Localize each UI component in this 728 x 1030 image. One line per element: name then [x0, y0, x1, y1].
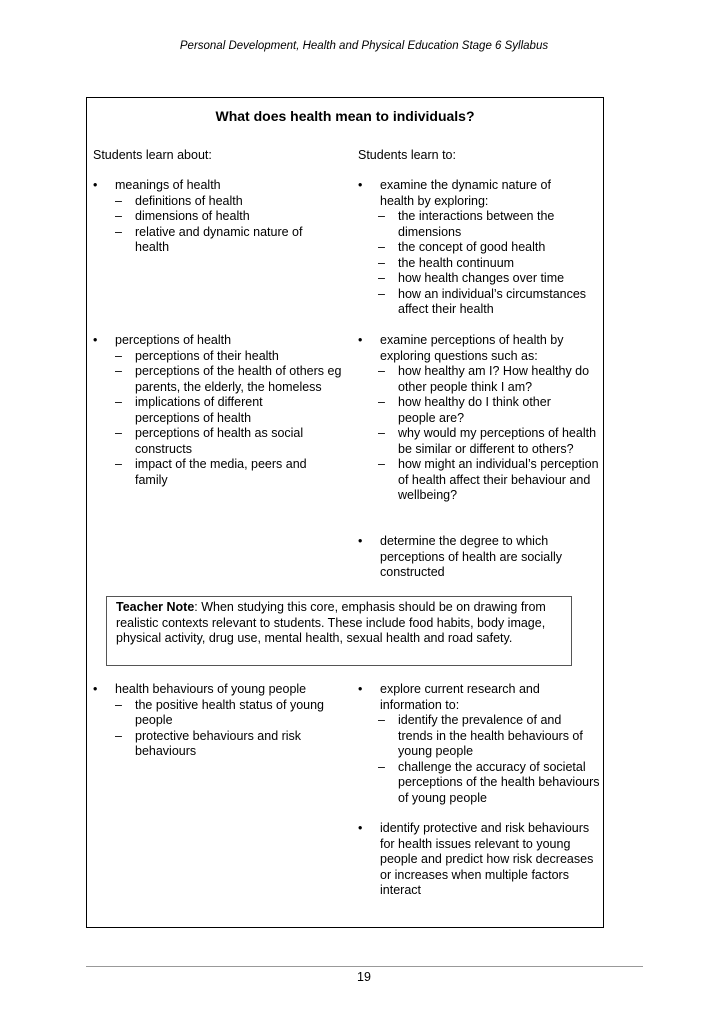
bullet-text: health behaviours of young people [115, 682, 307, 696]
sub-text: why would my perceptions of health be similar or different to others? [398, 426, 597, 456]
bullet-item [93, 682, 348, 698]
sub-item [115, 395, 285, 426]
bullet-item [358, 333, 585, 364]
bullet-item [358, 821, 604, 899]
sub-text: how an individual’s circumstances affect their health [398, 286, 587, 316]
bullet-text: perceptions of health [115, 333, 232, 347]
left-column-heading: Students learn about: [93, 148, 212, 162]
dash-symbol: – [115, 224, 122, 239]
sub-item [378, 457, 603, 504]
bullet-text: identify protective and risk behaviours for health issues relevant to young people and predict how risk decreases or increases when multiple factors interact [380, 821, 594, 897]
dash-symbol: – [115, 395, 122, 409]
dash-symbol: – [378, 240, 385, 254]
bullet-symbol: • [93, 333, 98, 347]
dash-symbol: – [378, 271, 385, 285]
bullet-text: explore current research and information to: [380, 682, 540, 712]
sub-item [378, 240, 600, 256]
sub-text: perceptions of health as social constructs [135, 426, 304, 456]
sub-text: challenge the accuracy of societal perceptions of the health behaviours of young people [398, 759, 600, 805]
bullet-text: meanings of health [115, 178, 221, 192]
dash-symbol: – [115, 209, 122, 223]
bullet-symbol: • [358, 333, 363, 347]
sub-text: identify the prevalence of and trends in the health behaviours of young people [398, 713, 583, 758]
sub-item [115, 225, 325, 256]
bullet-text: examine perceptions of health by exploring questions such as: [380, 333, 564, 363]
sub-item [378, 395, 583, 426]
teacher-note-label: Teacher Note [116, 600, 195, 614]
dash-symbol: – [378, 286, 385, 301]
sub-text: the interactions between the dimensions [398, 209, 555, 239]
sub-text: how might an individual’s perception of health affect their behaviour and wellbeing? [398, 457, 599, 502]
right-block-socially-constructed [358, 534, 600, 581]
teacher-note-text: : When studying this core, emphasis should be on drawing from realistic contexts relevant to students. These include food habits, body image, physical activity, drug use, mental health, sexual health and road safety. [116, 600, 546, 645]
sub-item [115, 698, 347, 729]
bullet-symbol: • [93, 682, 98, 696]
sub-item [115, 729, 330, 760]
sub-item [378, 209, 598, 240]
sub-text: relative and dynamic nature of health [135, 224, 303, 254]
left-block-meanings [93, 178, 348, 256]
running-header: Personal Development, Health and Physical Education Stage 6 Syllabus [179, 40, 549, 52]
sub-item [378, 713, 598, 760]
dash-symbol: – [115, 457, 122, 471]
sub-item [115, 349, 348, 365]
dash-symbol: – [115, 426, 122, 440]
left-block-perceptions [93, 333, 348, 488]
dash-symbol: – [378, 457, 385, 471]
section-title: What does health mean to individuals? [215, 108, 475, 124]
sub-item [378, 287, 603, 318]
sub-text: perceptions of the health of others eg parents, the elderly, the homeless [135, 364, 342, 394]
bullet-item [358, 178, 580, 209]
bullet-symbol: • [358, 534, 363, 548]
sub-text: implications of different perceptions of health [135, 395, 263, 425]
sub-text: perceptions of their health [135, 348, 279, 363]
sub-item [115, 364, 347, 395]
dash-symbol: – [115, 697, 122, 712]
teacher-note-box [106, 596, 572, 666]
sub-item [378, 271, 600, 287]
right-column-heading: Students learn to: [358, 148, 456, 162]
sub-text: how healthy do I think other people are? [398, 395, 551, 425]
bullet-text: determine the degree to which perceptions of health are socially constructed [380, 534, 563, 579]
sub-item [378, 760, 603, 807]
sub-text: the concept of good health [398, 240, 546, 254]
right-block-perceptions [358, 333, 600, 504]
sub-item [378, 364, 603, 395]
bullet-item [358, 682, 580, 713]
dash-symbol: – [115, 728, 122, 743]
sub-text: the positive health status of young people [135, 697, 325, 727]
dash-symbol: – [378, 759, 385, 774]
footer-divider [86, 966, 643, 967]
dash-symbol: – [378, 395, 385, 409]
dash-symbol: – [378, 364, 385, 378]
sub-text: how health changes over time [398, 271, 565, 285]
dash-symbol: – [115, 348, 122, 363]
sub-item [115, 426, 325, 457]
right-block-dynamic [358, 178, 600, 318]
bullet-symbol: • [358, 682, 363, 696]
right-block-protective [358, 821, 600, 899]
sub-text: dimensions of health [135, 209, 250, 223]
bullet-symbol: • [358, 821, 363, 835]
sub-item [115, 457, 330, 488]
sub-text: definitions of health [135, 193, 243, 208]
right-block-research [358, 682, 600, 806]
bullet-symbol: • [358, 178, 363, 192]
sub-text: impact of the media, peers and family [135, 457, 307, 487]
bullet-item [93, 333, 348, 349]
page-number: 19 [357, 970, 371, 984]
sub-item [115, 194, 348, 210]
sub-text: protective behaviours and risk behaviours [135, 728, 302, 758]
dash-symbol: – [378, 255, 385, 270]
bullet-item [358, 534, 602, 581]
bullet-item [93, 178, 348, 194]
sub-item [378, 256, 600, 272]
sub-item [378, 426, 603, 457]
dash-symbol: – [378, 209, 385, 223]
left-block-behaviours [93, 682, 348, 760]
sub-item [115, 209, 348, 225]
dash-symbol: – [378, 426, 385, 440]
bullet-symbol: • [93, 178, 98, 192]
sub-text: the health continuum [398, 255, 515, 270]
bullet-text: examine the dynamic nature of health by exploring: [380, 178, 551, 208]
dash-symbol: – [378, 713, 385, 727]
dash-symbol: – [115, 364, 122, 378]
sub-text: how healthy am I? How healthy do other people think I am? [398, 364, 590, 394]
dash-symbol: – [115, 193, 122, 208]
